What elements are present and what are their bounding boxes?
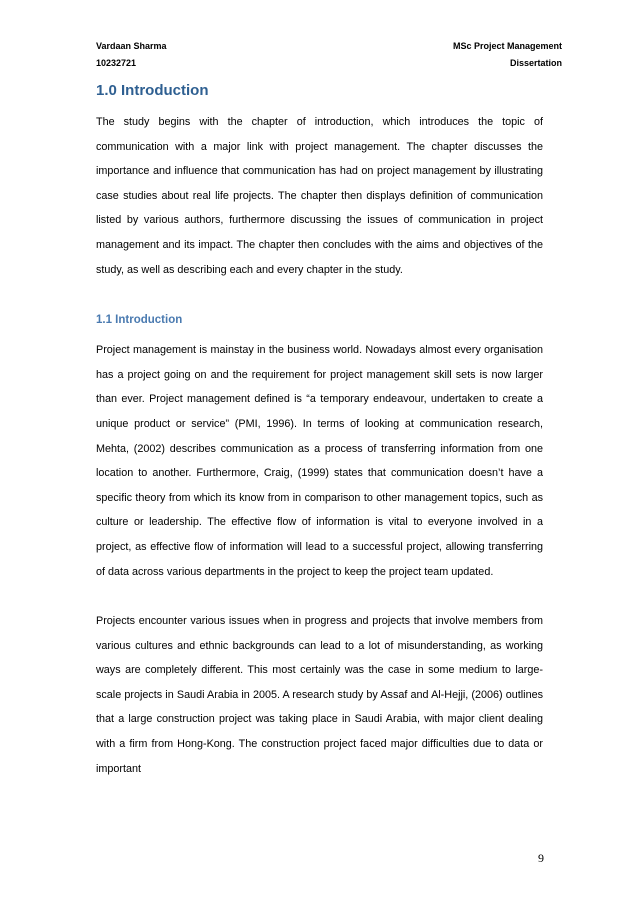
page-number: 9 xyxy=(538,851,544,865)
main-content xyxy=(96,80,543,781)
intro-paragraph: The study begins with the chapter of introduction, which introduces the topic of communication with a major link with project management. The chapter discusses the importance and influence that communication has had on project management by illustrating case studies about real life projects. The chapter then displays definition of communication listed by various authors, furthermore discussing the issues of communication in project management and its impact. The chapter then concludes with the aims and objectives of the study, as well as describing each and every chapter in the study. xyxy=(96,116,543,276)
subsection-paragraph-1: Project management is mainstay in the business world. Nowadays almost every organisation has a project going on and the requirement for project management skill sets is now larger than ever. Project management defined is “a temporary endeavour, undertaken to create a unique product or service” (PMI, 1996). In terms of looking at communication research, Mehta, (2002) describes communication as a process of transferring information from one location to another. Furthermore, Craig, (1999) states that communication doesn’t have a specific theory from which its know from in comparison to other management topics, such as culture or leadership. The effective flow of information is vital to everyone involved in a project, as effective flow of information will lead to a successful project, allowing transferring of data across various departments in the project to keep the project team updated. xyxy=(96,344,543,578)
subsection-paragraph-2: Projects encounter various issues when in progress and projects that involve members from various cultures and ethnic backgrounds can lead to a lot of misunderstanding, as working ways are completely different. This most certainly was the case in some medium to large-scale projects in Saudi Arabia in 2005. A research study by Assaf and Al-Hejji, (2006) outlines that a large construction project was taking place in Saudi Arabia, with major client dealing with a firm from Hong-Kong. The construction project faced major difficulties due to data or important xyxy=(96,615,543,775)
author-name: Vardaan Sharma xyxy=(96,41,167,51)
document-type: Dissertation xyxy=(509,58,562,68)
subsection-heading-introduction: 1.1 Introduction xyxy=(96,314,183,327)
program-name: MSc Project Management xyxy=(452,41,562,51)
header-right xyxy=(453,38,562,72)
header-left xyxy=(96,38,167,72)
section-heading-introduction: 1.0 Introduction xyxy=(96,82,209,99)
student-id: 10232721 xyxy=(96,58,137,68)
